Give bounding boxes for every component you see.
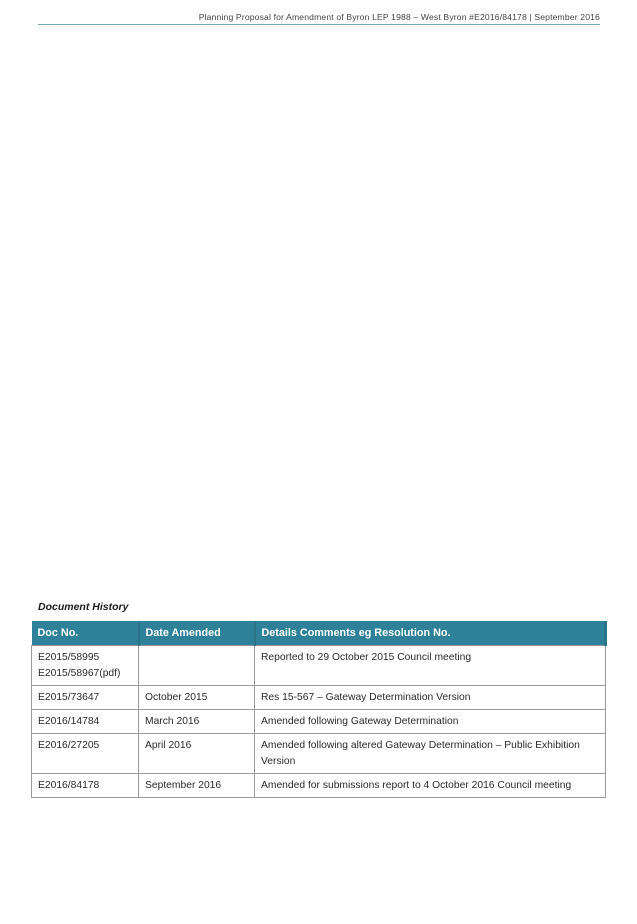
details-cell: Amended following altered Gateway Determination – Public Exhibition Version bbox=[255, 734, 606, 774]
table-row bbox=[32, 646, 606, 686]
date-cell: March 2016 bbox=[139, 710, 255, 734]
date-cell: October 2015 bbox=[139, 686, 255, 710]
doc-no-cell bbox=[32, 734, 139, 774]
doc-no-cell bbox=[32, 774, 139, 798]
doc-no-cell bbox=[32, 646, 139, 686]
doc-no-line: E2015/58995 bbox=[38, 652, 100, 663]
page-header: Planning Proposal for Amendment of Byron LEP 1988 – West Byron #E2016/84178 | September 2016 bbox=[38, 12, 600, 25]
doc-no-line: E2016/84178 bbox=[38, 780, 100, 791]
date-cell bbox=[139, 646, 255, 686]
doc-no-cell bbox=[32, 686, 139, 710]
table-header-row bbox=[32, 621, 606, 646]
document-history-table bbox=[31, 621, 607, 798]
details-cell: Amended for submissions report to 4 October 2016 Council meeting bbox=[255, 774, 606, 798]
table-row bbox=[32, 734, 606, 774]
doc-no-line: E2015/73647 bbox=[38, 692, 100, 703]
doc-no-line: E2015/58967(pdf) bbox=[38, 668, 121, 679]
details-cell: Res 15-567 – Gateway Determination Version bbox=[255, 686, 606, 710]
table-row bbox=[32, 710, 606, 734]
details-cell: Amended following Gateway Determination bbox=[255, 710, 606, 734]
table-row bbox=[32, 774, 606, 798]
document-history-title: Document History bbox=[38, 601, 129, 613]
column-header-doc-no: Doc No. bbox=[32, 621, 139, 646]
column-header-date-amended: Date Amended bbox=[139, 621, 255, 646]
date-cell: September 2016 bbox=[139, 774, 255, 798]
column-header-details: Details Comments eg Resolution No. bbox=[255, 621, 606, 646]
details-cell: Reported to 29 October 2015 Council meeting bbox=[255, 646, 606, 686]
doc-no-line: E2016/14784 bbox=[38, 716, 100, 727]
date-cell: April 2016 bbox=[139, 734, 255, 774]
doc-no-cell bbox=[32, 710, 139, 734]
table-row bbox=[32, 686, 606, 710]
doc-no-line: E2016/27205 bbox=[38, 740, 100, 751]
